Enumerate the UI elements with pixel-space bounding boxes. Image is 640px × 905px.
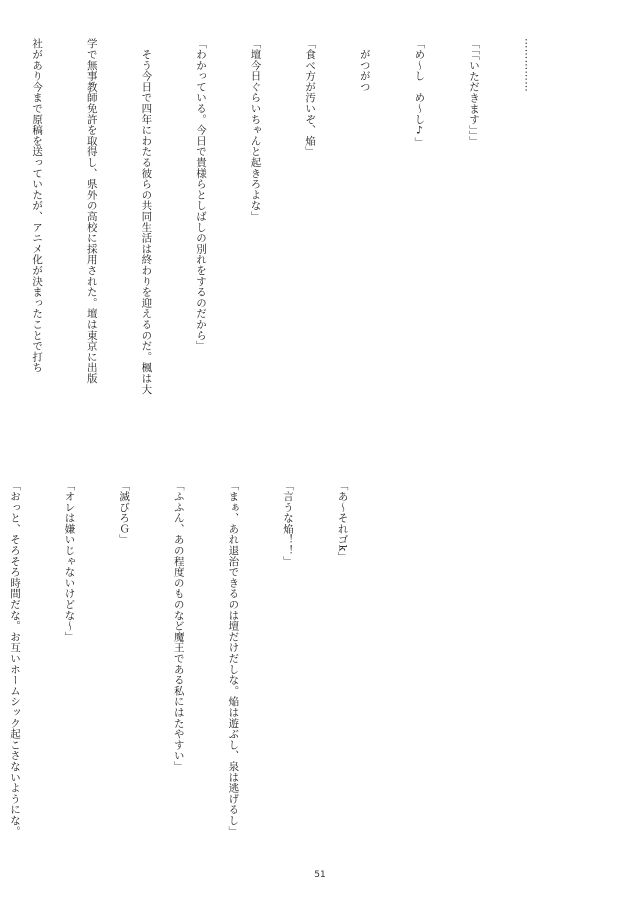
text-line: 「め〜し め〜し♪」 xyxy=(413,38,426,148)
page-number: 51 xyxy=(314,870,326,880)
text-line: …………… xyxy=(522,38,535,92)
text-line: 「食べ方が汚いぞ、焔」 xyxy=(304,38,317,157)
text-line: 「おっと、そろそろ時間だな。お互いホームシック起こさないようにな。 xyxy=(8,480,21,837)
text-line: 「まぁ、あれ退治できるのは壇だけだしな。焔は遊ぶし、泉は逃げるし」 xyxy=(227,480,240,837)
text-line: 「言うな焔！！」 xyxy=(281,480,294,567)
text-line: がつがつ xyxy=(358,38,371,92)
text-line: 「ふふん、あの程度のものなど魔王である私にはたやすい」 xyxy=(172,480,185,772)
text-line: そう今日で四年にわたる彼らの共同生活は終わりを迎えるのだ。楓は大 xyxy=(140,38,153,395)
text-line: 「わかっている。今日で貴様らとしばしの別れをするのだから」 xyxy=(194,38,207,352)
upper-text-block xyxy=(0,38,574,448)
lower-text-block xyxy=(0,480,388,865)
text-line: 「あ〜それゴk」 xyxy=(336,480,349,563)
text-line: 「壇今日ぐらいちゃんと起きろよな」 xyxy=(249,38,262,222)
text-line: 社があり今まで原稿を送っていたが、アニメ化が決まったことで打ち xyxy=(31,38,44,373)
text-line: 「オレは嫌いじゃないけどな〜」 xyxy=(63,480,76,642)
text-line: 「「「いただきます」」」 xyxy=(467,38,480,147)
text-line: 「滅びろＧ」 xyxy=(118,480,131,545)
text-line: 学で無事教師免許を取得し、県外の高校に採用された。壇は東京に出版 xyxy=(85,38,98,384)
